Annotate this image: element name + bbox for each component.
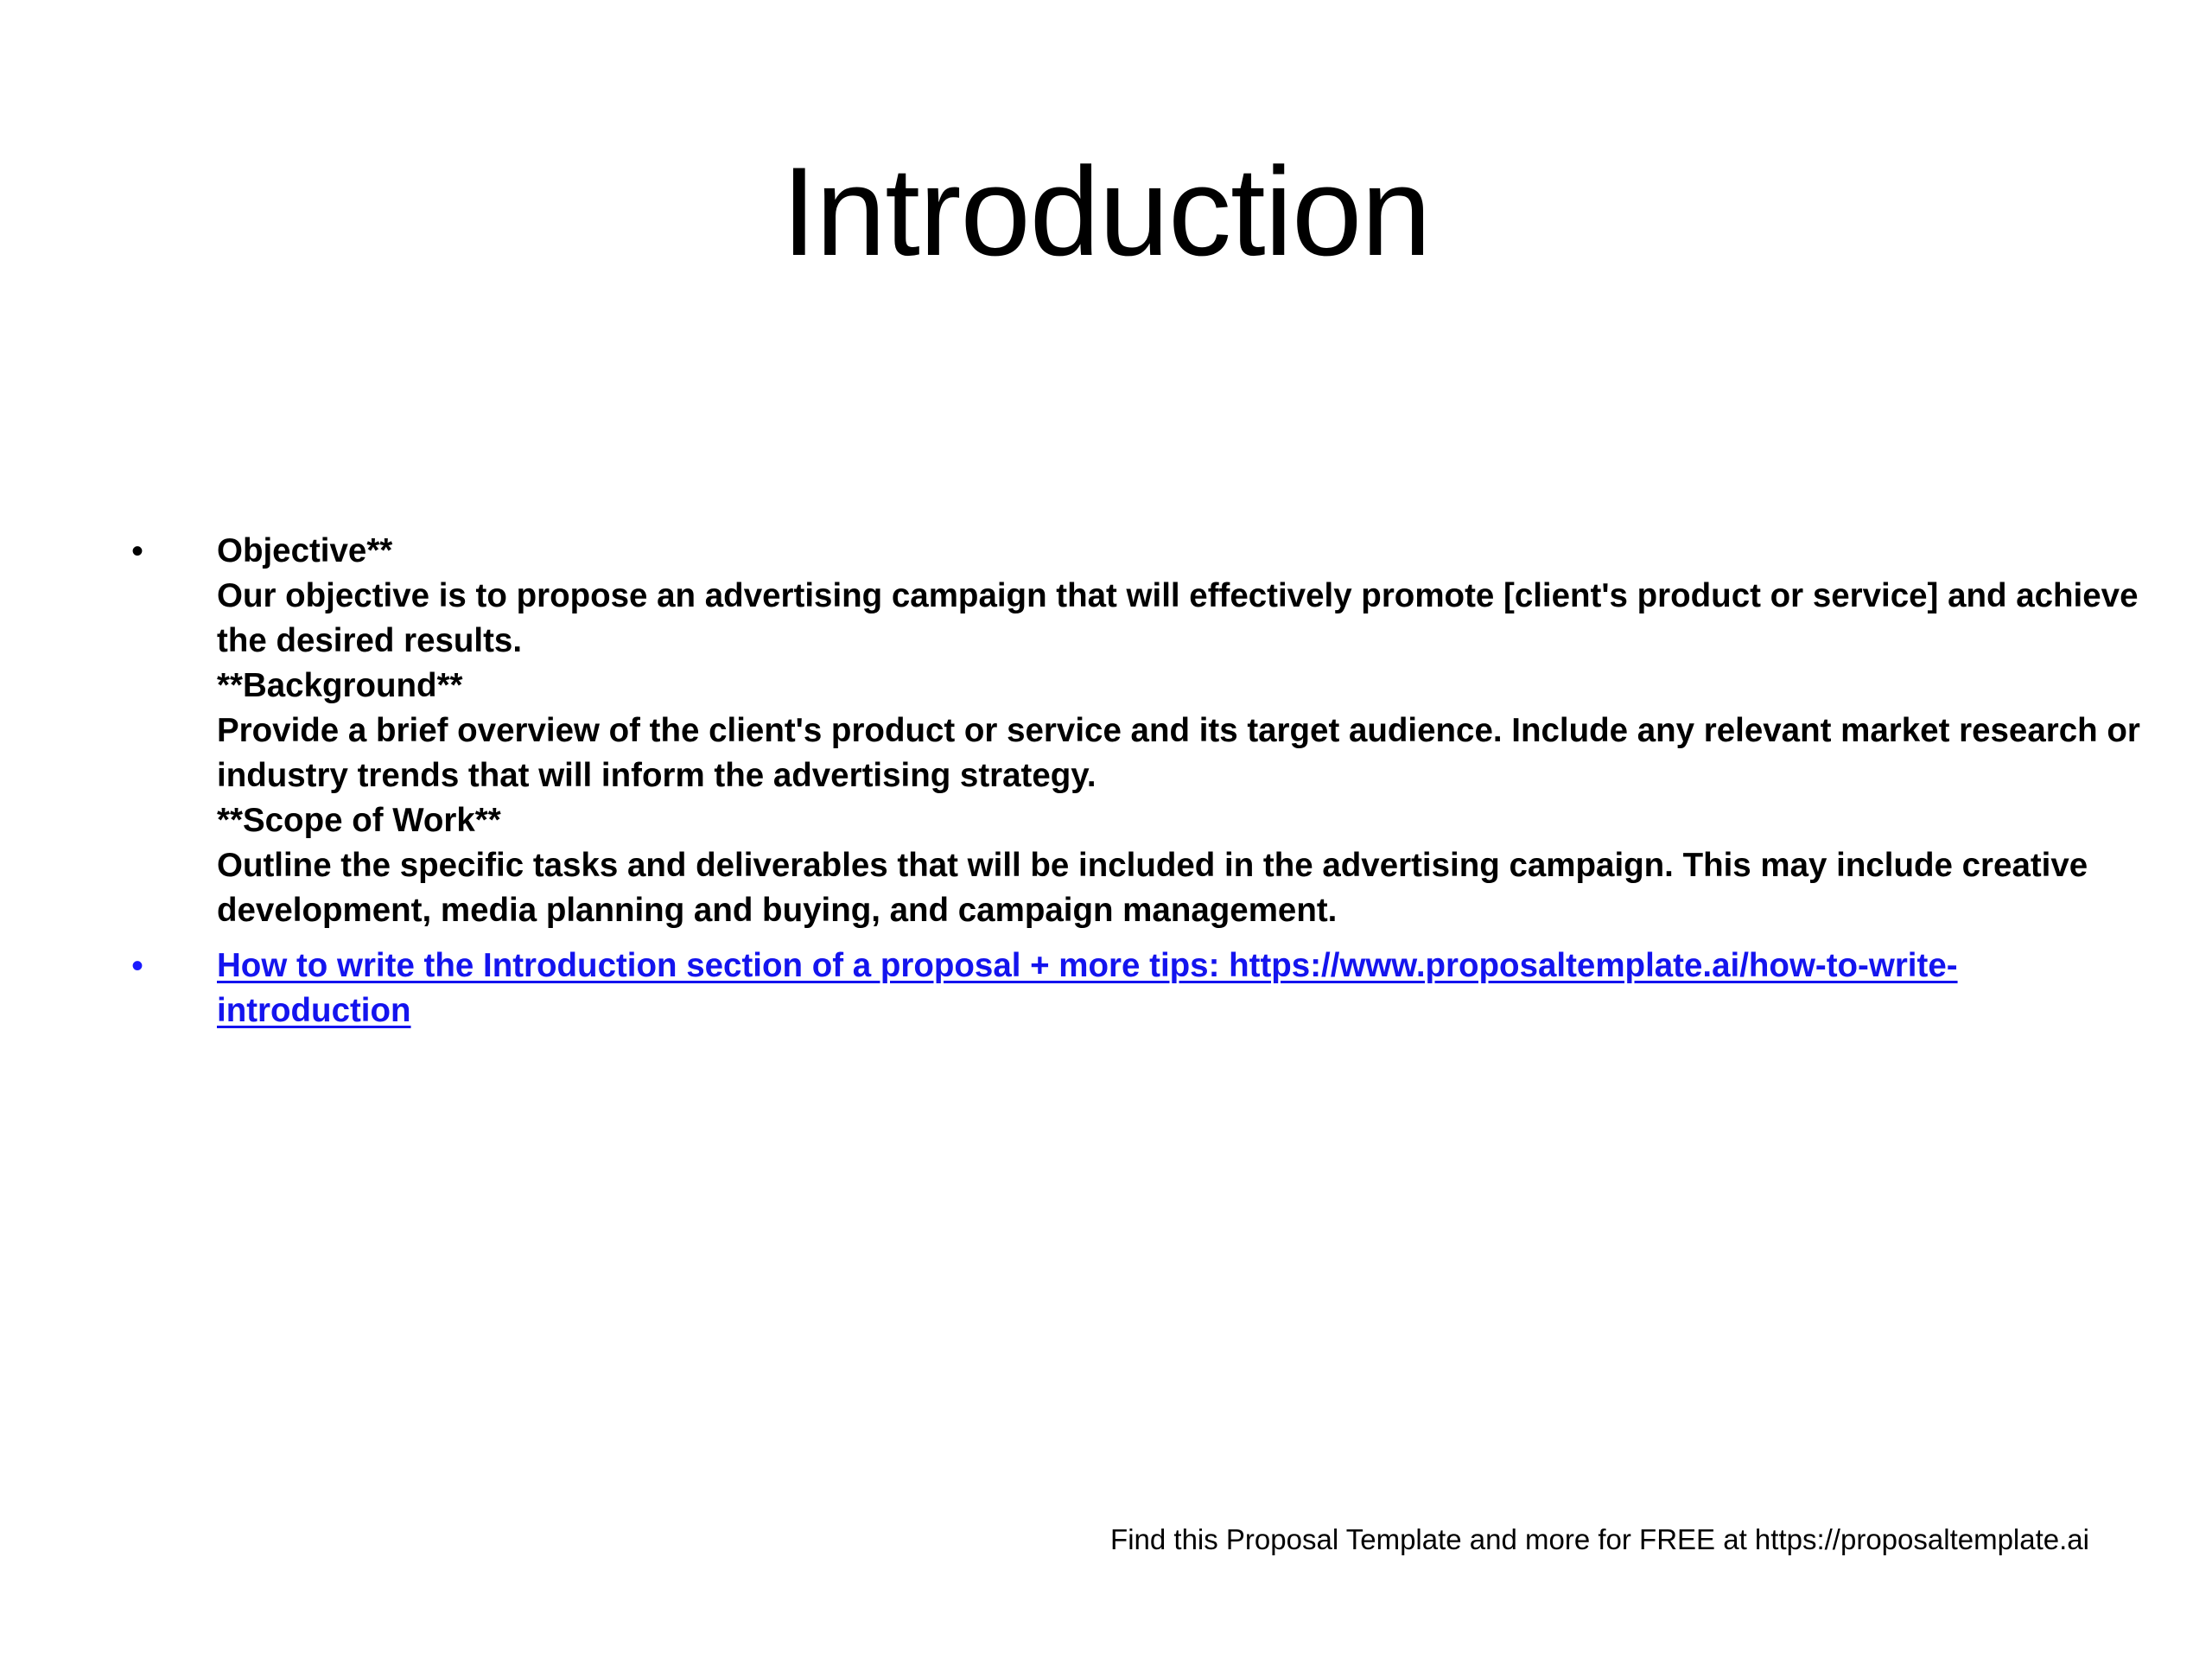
slide-body <box>0 529 2212 1044</box>
bullet-dot-icon: • <box>131 532 144 570</box>
objective-heading: Objective** <box>217 532 393 569</box>
footer-credit: Find this Proposal Template and more for FREE at https://proposaltemplate.ai <box>1110 1523 2089 1555</box>
objective-text-line-1: Our objective is to propose an advertising campaign that will effectively promote [client's product or service] and achieve <box>217 577 2139 614</box>
bullet-item-intro <box>0 529 2140 933</box>
background-heading: **Background** <box>217 667 463 704</box>
how-to-write-link-line-1[interactable]: How to write the Introduction section of a proposal + more tips: https://www.proposaltemplate.ai/how-to-write- <box>217 947 1958 984</box>
how-to-write-link-line-2[interactable]: introduction <box>217 992 411 1029</box>
scope-heading: **Scope of Work** <box>217 802 501 839</box>
bullet-dot-icon: • <box>131 947 144 985</box>
scope-text-line-1: Outline the specific tasks and deliverables that will be included in the advertising campaign. This may include creative <box>217 847 2088 884</box>
background-text-line-1: Provide a brief overview of the client's product or service and its target audience. Include any relevant market research or <box>217 712 2140 749</box>
slide-title: Introduction <box>781 141 1431 282</box>
scope-text-line-2: development, media planning and buying, and campaign management. <box>217 892 1338 929</box>
bullet-item-link <box>0 944 2118 1033</box>
background-text-line-2: industry trends that will inform the advertising strategy. <box>217 757 1096 794</box>
objective-text-line-2: the desired results. <box>217 622 523 659</box>
